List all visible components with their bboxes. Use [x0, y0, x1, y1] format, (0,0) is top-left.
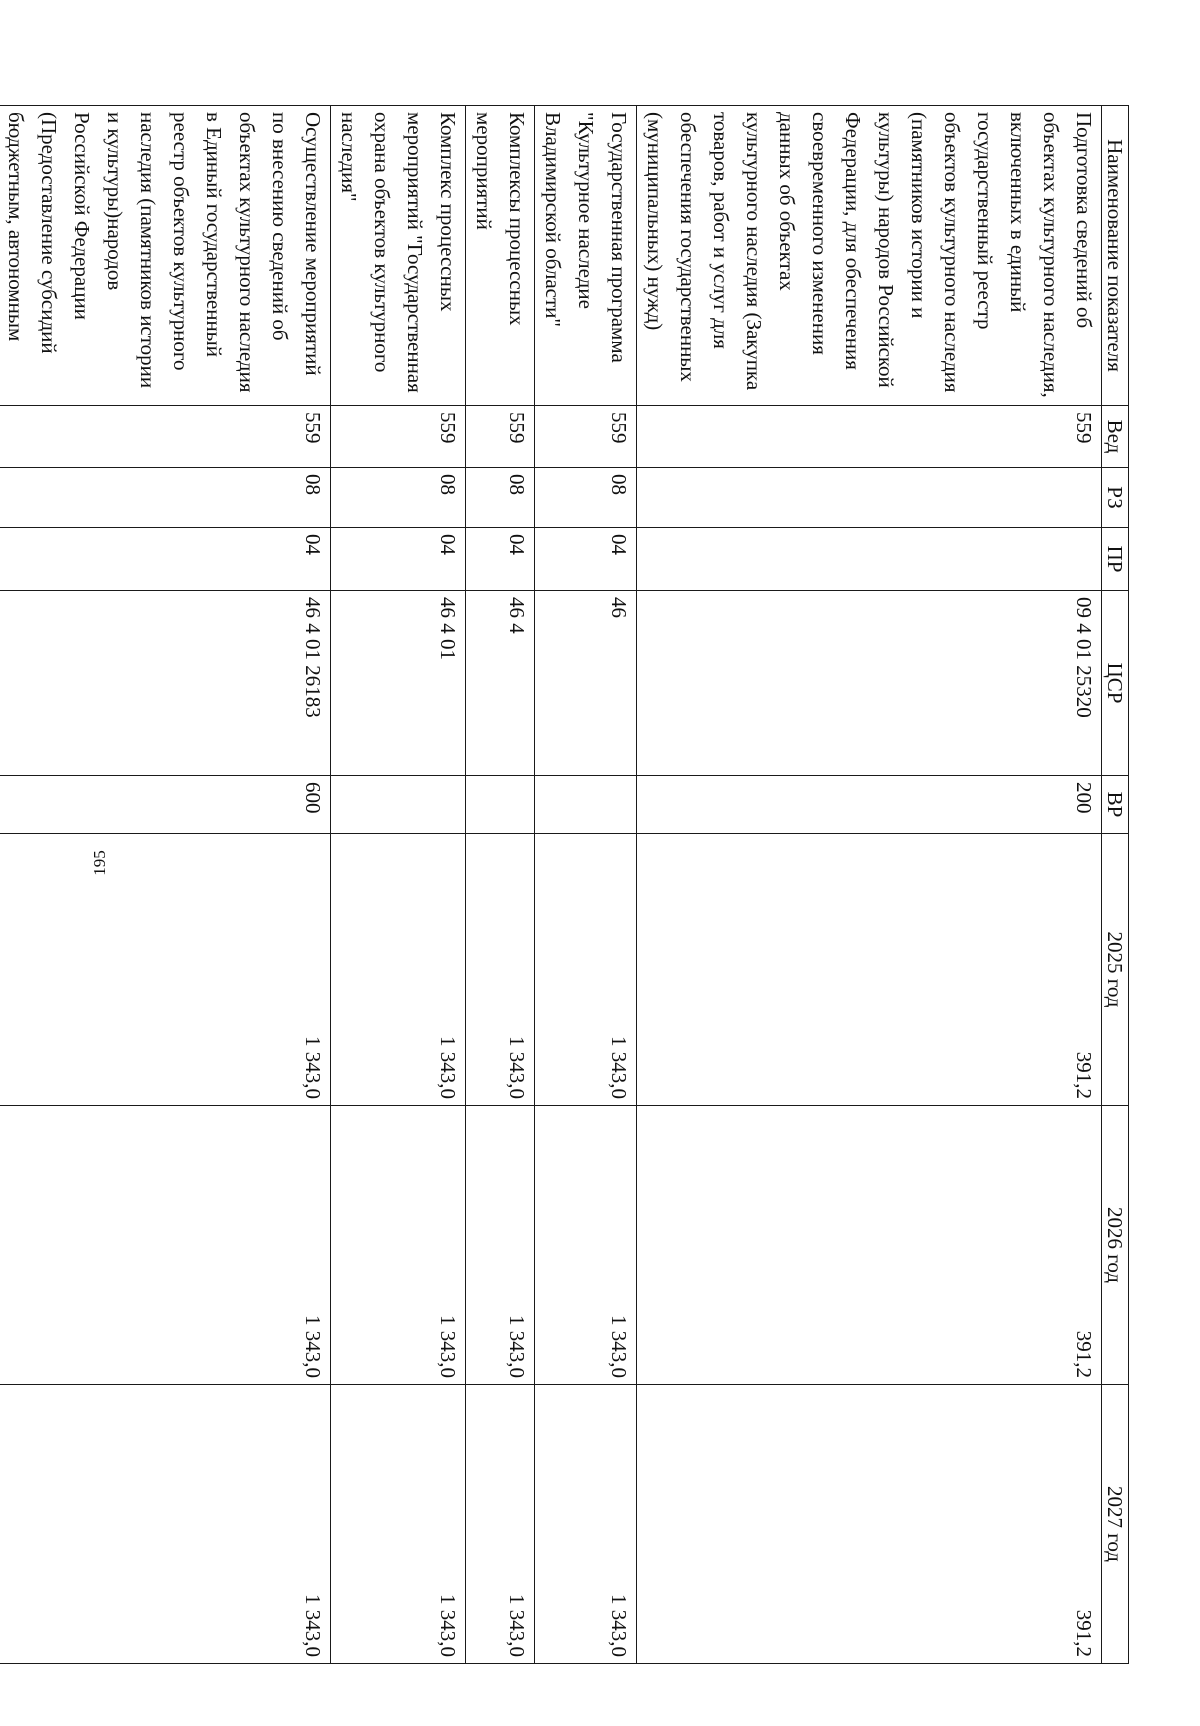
header-rz: РЗ — [1102, 468, 1129, 528]
row-2027: 1 343,0 — [466, 1385, 535, 1664]
row-2025: 1 343,0 — [331, 834, 466, 1106]
row-name: Подготовка сведений об объектах культурного наследия, включенных в единый государственный реестр объектов культурного наследия (памятников истории и культуры) народов Российской Федерации, для обеспечения своевременного изменения данных об объектах культурного наследия (Закупка товаров, работ и услуг для обеспечения государственных (муниципальных) нужд) — [637, 106, 1102, 406]
row-2027: 1 343,0 — [331, 1385, 466, 1664]
row-pr — [637, 528, 1102, 591]
header-2027: 2027 год — [1102, 1385, 1129, 1664]
row-name: Комплексы процессных мероприятий — [466, 106, 535, 406]
row-2026: 1 343,0 — [331, 1106, 466, 1385]
row-vr: 200 — [637, 776, 1102, 834]
row-ved: 559 — [637, 406, 1102, 468]
row-pr: 04 — [466, 528, 535, 591]
row-rz: 08 — [466, 468, 535, 528]
row-2027: 1 343,0 — [535, 1385, 637, 1664]
header-2026: 2026 год — [1102, 1106, 1129, 1385]
row-rz — [637, 468, 1102, 528]
row-csr: 46 4 01 26183 — [0, 591, 331, 776]
row-vr: 600 — [0, 776, 331, 834]
budget-table — [0, 105, 1129, 1664]
row-csr: 09 4 01 25320 — [637, 591, 1102, 776]
table-header-row — [1102, 106, 1129, 1664]
table-row — [331, 106, 466, 1664]
row-csr: 46 4 — [466, 591, 535, 776]
row-2025: 1 343,0 — [0, 834, 331, 1106]
row-2026: 1 343,0 — [535, 1106, 637, 1385]
row-name: Осуществление мероприятий по внесению сведений об объектах культурного наследия в Единый государственный реестр объектов культурного наследия (памятников истории и культуры)народов Российской Федерации (Предоставление субсидий бюджетным, автономным — [0, 106, 331, 406]
row-name: Комплекс процессных мероприятий "Государственная охрана объектов культурного наследия" — [331, 106, 466, 406]
row-vr — [331, 776, 466, 834]
row-csr: 46 — [535, 591, 637, 776]
row-2027: 1 343,0 — [0, 1385, 331, 1664]
row-pr: 04 — [535, 528, 637, 591]
row-pr: 04 — [0, 528, 331, 591]
row-rz: 08 — [0, 468, 331, 528]
row-csr: 46 4 01 — [331, 591, 466, 776]
row-2025: 1 343,0 — [466, 834, 535, 1106]
row-2025: 1 343,0 — [535, 834, 637, 1106]
row-ved: 559 — [466, 406, 535, 468]
row-vr — [535, 776, 637, 834]
page-number: 195 — [90, 850, 109, 876]
row-ved: 559 — [535, 406, 637, 468]
row-2027: 391,2 — [637, 1385, 1102, 1664]
row-vr — [466, 776, 535, 834]
row-rz: 08 — [535, 468, 637, 528]
table-row — [637, 106, 1102, 1664]
header-2025: 2025 год — [1102, 834, 1129, 1106]
table-row — [0, 106, 331, 1664]
row-ved: 559 — [0, 406, 331, 468]
row-2026: 391,2 — [637, 1106, 1102, 1385]
row-name: Государственная программа "Культурное наследие Владимирской области" — [535, 106, 637, 406]
row-ved: 559 — [331, 406, 466, 468]
row-rz: 08 — [331, 468, 466, 528]
header-name: Наименование показателя — [1102, 106, 1129, 406]
header-vr: ВР — [1102, 776, 1129, 834]
row-2026: 1 343,0 — [466, 1106, 535, 1385]
table-row — [535, 106, 637, 1664]
row-2025: 391,2 — [637, 834, 1102, 1106]
table-row — [466, 106, 535, 1664]
header-pr: ПР — [1102, 528, 1129, 591]
header-csr: ЦСР — [1102, 591, 1129, 776]
row-pr: 04 — [331, 528, 466, 591]
row-2026: 1 343,0 — [0, 1106, 331, 1385]
header-ved: Вед — [1102, 406, 1129, 468]
